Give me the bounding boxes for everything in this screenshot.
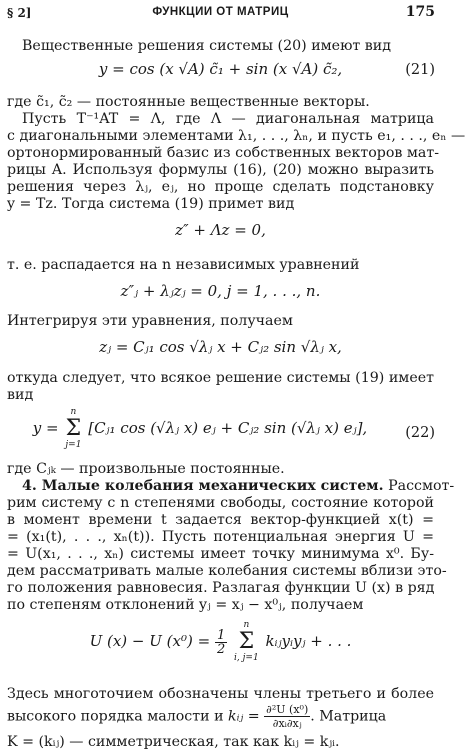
sum-upper-limit: n — [243, 620, 250, 630]
sigma-icon: Σ — [238, 629, 255, 654]
fraction-denominator: ∂xᵢ∂xⱼ — [272, 717, 302, 730]
text-line: решения через λⱼ, eⱼ, но проще сделать подстановку — [7, 179, 434, 195]
text-fragment: kᵢⱼ = — [228, 708, 260, 725]
section-marker: § 2] — [7, 6, 32, 20]
fraction-second-derivative — [264, 703, 310, 730]
text-line: = (x₁(t), . . ., xₙ(t)). Пусть потенциальная энергия U = — [7, 529, 434, 545]
equation-zj-solution: zⱼ = Cⱼ₁ cos √λⱼ x + Cⱼ₂ sin √λⱼ x, — [99, 338, 342, 356]
sum-upper-limit: n — [70, 407, 77, 417]
equation-zj: z″ⱼ + λⱼzⱼ = 0, j = 1, . . ., n. — [120, 282, 321, 300]
equation-21: y = cos (x √A) c̃₁ + sin (x √A) c̃₂, — [98, 60, 343, 78]
sum-lower-limit: i, j=1 — [234, 653, 259, 663]
text-line: ортонормированный базис из собственных векторов мат- — [7, 145, 439, 161]
text-line: K = (kᵢⱼ) — симметрическая, так как kᵢⱼ = kⱼᵢ. — [7, 734, 340, 750]
equation-z: z″ + Λz = 0, — [175, 221, 266, 239]
text-line: = U(x₁, . . ., xₙ) системы имеет точку минимума x⁰. Бу- — [7, 546, 434, 562]
equation-22-lhs: y = — [32, 419, 59, 437]
paragraph-heading-line — [22, 477, 455, 495]
text-line: с диагональными элементами λ₁, . . ., λₙ, и пусть e₁, . . ., eₙ — — [7, 128, 465, 144]
equation-number: (22) — [405, 425, 435, 441]
text-fragment: . Матрица — [310, 708, 387, 725]
text-line: Вещественные решения системы (20) имеют вид — [22, 38, 391, 54]
text-line: где Cⱼₖ — произвольные постоянные. — [7, 461, 285, 477]
fraction-denominator: 2 — [216, 641, 226, 657]
text-line: го положения равновесия. Разлагая функции U (x) в ряд — [7, 580, 435, 596]
equation-number: (21) — [405, 62, 435, 78]
sum-operator — [234, 620, 259, 664]
text-line: вид — [7, 387, 34, 403]
text-line: откуда следует, что всякое решение системы (19) имеет — [7, 370, 434, 386]
text-line: Здесь многоточием обозначены члены третьего и более — [7, 686, 434, 702]
text-fragment: Рассмот- — [383, 478, 455, 494]
text-line: рим систему с n степенями свободы, состояние которой — [7, 495, 434, 511]
text-line: Интегрируя эти уравнения, получаем — [7, 313, 293, 329]
text-line: в момент времени t задается вектор-функцией x(t) = — [7, 512, 434, 528]
text-line: дем рассматривать малые колебания системы вблизи это- — [7, 563, 447, 579]
text-line: т. е. распадается на n независимых уравнений — [7, 257, 360, 273]
equation-22 — [10, 407, 390, 451]
fraction-numerator: 1 — [216, 627, 226, 643]
sigma-icon: Σ — [65, 416, 82, 441]
text-line: y = Tz. Тогда система (19) примет вид — [7, 196, 295, 212]
equation-22-rhs: [Cⱼ₁ cos (√λⱼ x) eⱼ + Cⱼ₂ sin (√λⱼ x) eⱼ], — [88, 419, 368, 437]
text-line: по степеням отклонений yⱼ = xⱼ − x⁰ⱼ, получаем — [7, 597, 364, 613]
text-line: где c̃₁, c̃₂ — постоянные вещественные векторы. — [7, 94, 370, 110]
sum-operator — [65, 407, 81, 451]
text-line-with-fraction — [7, 703, 434, 730]
paragraph-heading: 4. Малые колебания механических систем. — [22, 478, 384, 494]
page-number: 175 — [405, 4, 435, 20]
equation-potential-energy — [0, 620, 441, 664]
equation-lhs: U (x) − U (x⁰) = — [89, 632, 211, 650]
text-line: Пусть T⁻¹AT = Λ, где Λ — диагональная матрица — [22, 111, 434, 127]
equation-rhs: kᵢⱼyᵢyⱼ + . . . — [265, 632, 352, 650]
fraction-numerator: ∂²U (x⁰) — [266, 703, 309, 716]
running-title: ФУНКЦИИ ОТ МАТРИЦ — [152, 6, 289, 18]
sum-lower-limit: j=1 — [65, 440, 82, 450]
fraction-one-half — [215, 629, 227, 656]
text-fragment: высокого порядка малости и — [7, 708, 224, 725]
text-line: рицы A. Используя формулы (16), (20) можно выразить — [7, 162, 434, 178]
